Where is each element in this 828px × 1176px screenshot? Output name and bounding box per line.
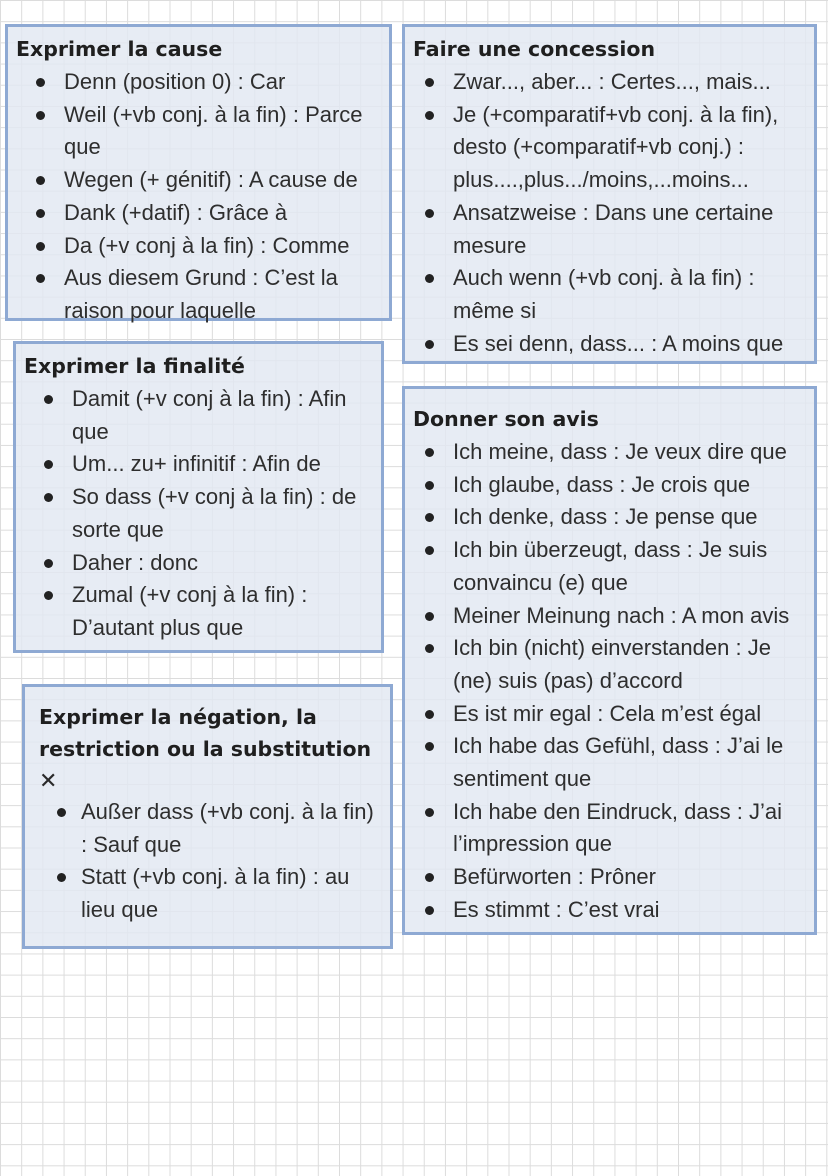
bullet-icon xyxy=(425,448,434,457)
bullet-icon xyxy=(425,340,434,349)
section-concession xyxy=(402,24,817,364)
list-item: Damit (+v conj à la fin) : Afin que xyxy=(24,383,377,448)
list-item: Um... zu+ infinitif : Afin de xyxy=(24,448,377,481)
item-list xyxy=(39,796,386,927)
bullet-icon xyxy=(425,808,434,817)
bullet-icon xyxy=(44,395,53,404)
list-item: Meiner Meinung nach : A mon avis xyxy=(413,600,810,633)
bullet-icon xyxy=(57,808,66,817)
bullet-icon xyxy=(425,546,434,555)
bullet-icon xyxy=(425,906,434,915)
list-item: Ich denke, dass : Je pense que xyxy=(413,501,810,534)
bullet-icon xyxy=(36,78,45,87)
list-item: Es stimmt : C’est vrai xyxy=(413,894,810,927)
list-item: Statt (+vb conj. à la fin) : au lieu que xyxy=(39,861,386,926)
bullet-icon xyxy=(425,612,434,621)
bullet-icon xyxy=(425,209,434,218)
bullet-icon xyxy=(36,242,45,251)
list-item: Ich habe das Gefühl, dass : J’ai le sentiment que xyxy=(413,730,810,795)
cross-mark-icon: ✕ xyxy=(39,768,58,793)
bullet-icon xyxy=(36,176,45,185)
item-list xyxy=(413,436,810,927)
item-list xyxy=(24,383,377,645)
list-item: Auch wenn (+vb conj. à la fin) : même si xyxy=(413,262,810,327)
list-item: Wegen (+ génitif) : A cause de xyxy=(16,164,385,197)
list-item: Ich bin (nicht) einverstanden : Je (ne) suis (pas) d’accord xyxy=(413,632,810,697)
bullet-icon xyxy=(425,873,434,882)
bullet-icon xyxy=(425,742,434,751)
list-item: Zumal (+v conj à la fin) : D’autant plus que xyxy=(24,579,377,644)
list-item: Ich glaube, dass : Je crois que xyxy=(413,469,810,502)
list-item: Es ist mir egal : Cela m’est égal xyxy=(413,698,810,731)
section-title: Exprimer la négation, la restriction ou la substitution xyxy=(39,705,372,761)
section-title: Exprimer la cause xyxy=(16,37,223,61)
item-list xyxy=(413,66,810,360)
bullet-icon xyxy=(57,873,66,882)
list-item: Aus diesem Grund : C’est la raison pour laquelle xyxy=(16,262,385,327)
list-item: Dank (+datif) : Grâce à xyxy=(16,197,385,230)
bullet-icon xyxy=(44,460,53,469)
list-item: Da (+v conj à la fin) : Comme xyxy=(16,230,385,263)
item-list xyxy=(16,66,385,328)
bullet-icon xyxy=(425,274,434,283)
bullet-icon xyxy=(425,710,434,719)
bullet-icon xyxy=(36,274,45,283)
bullet-icon xyxy=(425,513,434,522)
section-negation xyxy=(22,684,393,949)
section-cause xyxy=(5,24,392,321)
list-item: Daher : donc xyxy=(24,547,377,580)
bullet-icon xyxy=(36,209,45,218)
bullet-icon xyxy=(44,591,53,600)
bullet-icon xyxy=(425,481,434,490)
list-item: Ich bin überzeugt, dass : Je suis convaincu (e) que xyxy=(413,534,810,599)
list-item: Außer dass (+vb conj. à la fin) : Sauf que xyxy=(39,796,386,861)
list-item: Je (+comparatif+vb conj. à la fin), desto (+comparatif+vb conj.) : plus....,plus.../moins,...moins... xyxy=(413,99,810,197)
bullet-icon xyxy=(425,78,434,87)
list-item: Ich meine, dass : Je veux dire que xyxy=(413,436,810,469)
bullet-icon xyxy=(44,559,53,568)
list-item: Befürworten : Prôner xyxy=(413,861,810,894)
list-item: Zwar..., aber... : Certes..., mais... xyxy=(413,66,810,99)
bullet-icon xyxy=(44,493,53,502)
bullet-icon xyxy=(425,644,434,653)
bullet-icon xyxy=(36,111,45,120)
list-item: Es sei denn, dass... : A moins que xyxy=(413,328,810,361)
list-item: So dass (+v conj à la fin) : de sorte que xyxy=(24,481,377,546)
section-finalite xyxy=(13,341,384,653)
section-title: Donner son avis xyxy=(413,407,599,431)
bullet-icon xyxy=(425,111,434,120)
list-item: Weil (+vb conj. à la fin) : Parce que xyxy=(16,99,385,164)
list-item: Denn (position 0) : Car xyxy=(16,66,385,99)
section-title: Exprimer la finalité xyxy=(24,354,245,378)
section-title: Faire une concession xyxy=(413,37,656,61)
list-item: Ansatzweise : Dans une certaine mesure xyxy=(413,197,810,262)
list-item: Ich habe den Eindruck, dass : J’ai l’impression que xyxy=(413,796,810,861)
section-avis xyxy=(402,386,817,935)
